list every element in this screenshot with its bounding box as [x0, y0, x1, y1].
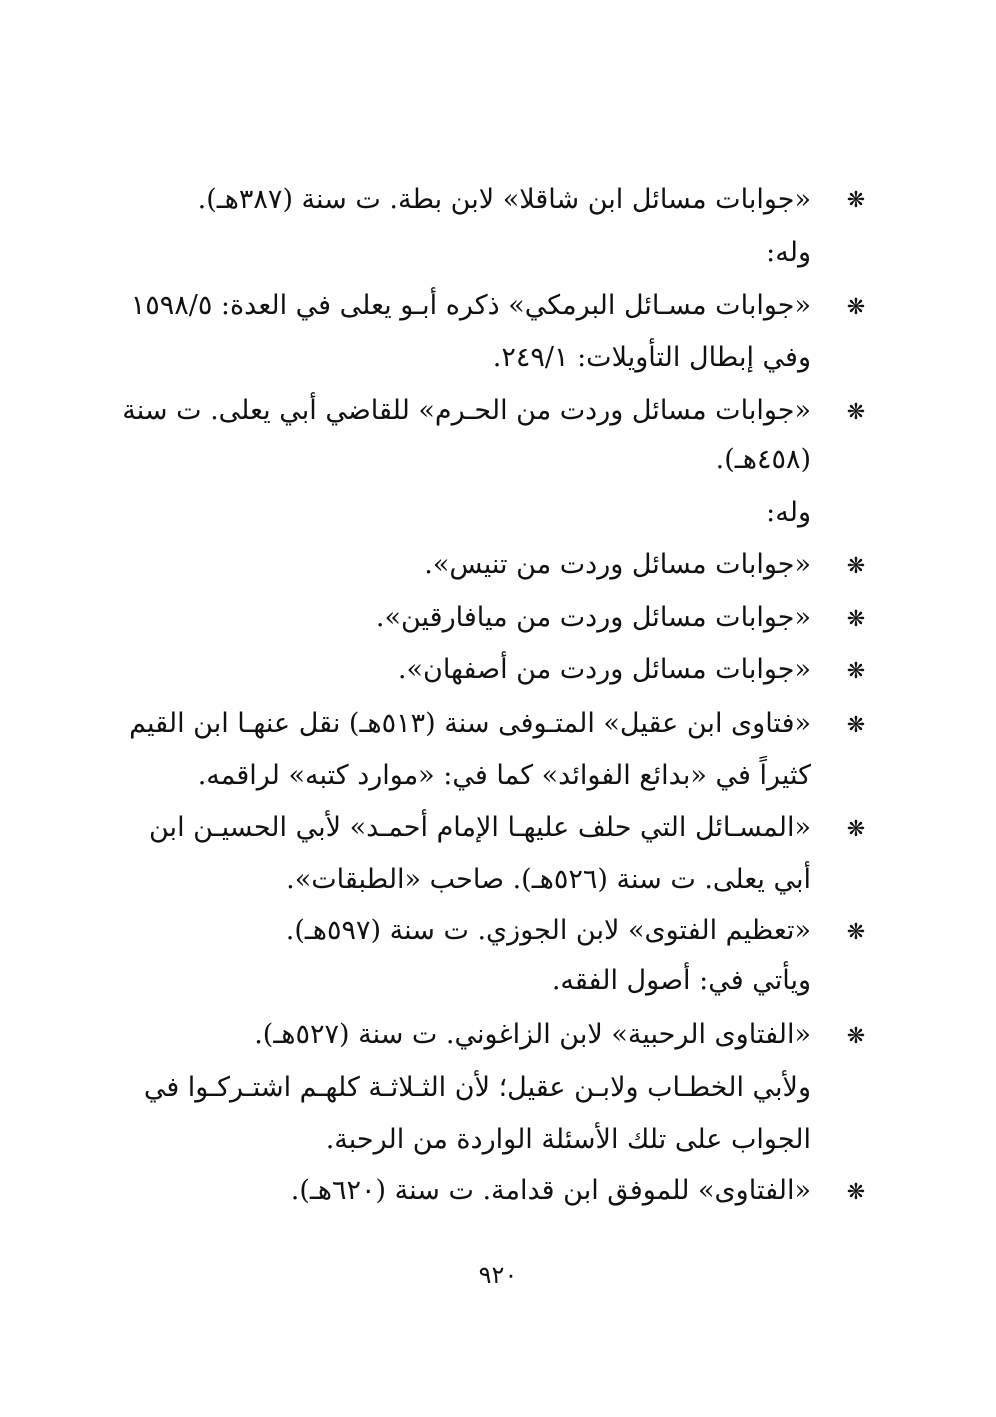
text-line: ويأتي في: أصول الفقه.: [551, 965, 811, 996]
text-line: «جوابات مسـائل البرمكي» ذكره أبـو يعلى في العدة: ١٥٩٨/٥: [130, 290, 811, 321]
text-line: «المسـائل التي حلف عليهـا الإمام أحمـد» لأبي الحسيـن ابن: [149, 812, 811, 843]
bullet-star-icon: ❋: [846, 188, 866, 213]
page-number: ٩٢٠: [478, 1261, 518, 1289]
text-line: وله:: [766, 237, 811, 268]
text-line: ولأبي الخطـاب ولابـن عقيل؛ لأن الثـلاثـة كلهـم اشتـركـوا في: [143, 1072, 811, 1103]
text-line: «تعظيم الفتوى» لابن الجوزي. ت سنة (٥٩٧هـ).: [285, 915, 811, 946]
bullet-star-icon: ❋: [846, 400, 866, 425]
text-line: (٤٥٨هـ).: [715, 444, 811, 475]
bullet-star-icon: ❋: [846, 295, 866, 320]
text-line: وله:: [766, 497, 811, 528]
bullet-star-icon: ❋: [846, 554, 866, 579]
text-line: «جوابات مسائل وردت من تنيس».: [424, 549, 811, 580]
bullet-star-icon: ❋: [846, 1024, 866, 1049]
text-line: الجواب على تلك الأسئلة الواردة من الرحبة.: [325, 1124, 811, 1155]
bullet-star-icon: ❋: [846, 659, 866, 684]
text-line: «الفتاوى الرحبية» لابن الزاغوني. ت سنة (٥٢٧هـ).: [254, 1019, 811, 1050]
bullet-star-icon: ❋: [846, 713, 866, 738]
bullet-star-icon: ❋: [846, 920, 866, 945]
text-line: أبي يعلى. ت سنة (٥٢٦هـ). صاحب «الطبقات».: [286, 864, 811, 895]
text-line: «جوابات مسائل وردت من الحـرم» للقاضي أبي يعلى. ت سنة: [122, 395, 811, 426]
bullet-star-icon: ❋: [846, 1180, 866, 1205]
text-line: «جوابات مسائل ابن شاقلا» لابن بطة. ت سنة (٣٨٧هـ).: [197, 184, 811, 215]
bullet-star-icon: ❋: [846, 607, 866, 632]
text-line: «الفتاوى» للموفق ابن قدامة. ت سنة (٦٢٠هـ).: [290, 1175, 811, 1206]
text-line: «جوابات مسائل وردت من أصفهان».: [397, 654, 811, 685]
text-line: «جوابات مسائل وردت من ميافارقين».: [375, 602, 811, 633]
text-line: كثيراً في «بدائع الفوائد» كما في: «موارد كتبه» لراقمه.: [197, 760, 811, 791]
text-line: «فتاوى ابن عقيل» المتـوفى سنة (٥١٣هـ) نقل عنهـا ابن القيم: [129, 708, 811, 739]
bullet-star-icon: ❋: [846, 817, 866, 842]
text-line: وفي إبطال التأويلات: ٢٤٩/١.: [492, 342, 811, 373]
